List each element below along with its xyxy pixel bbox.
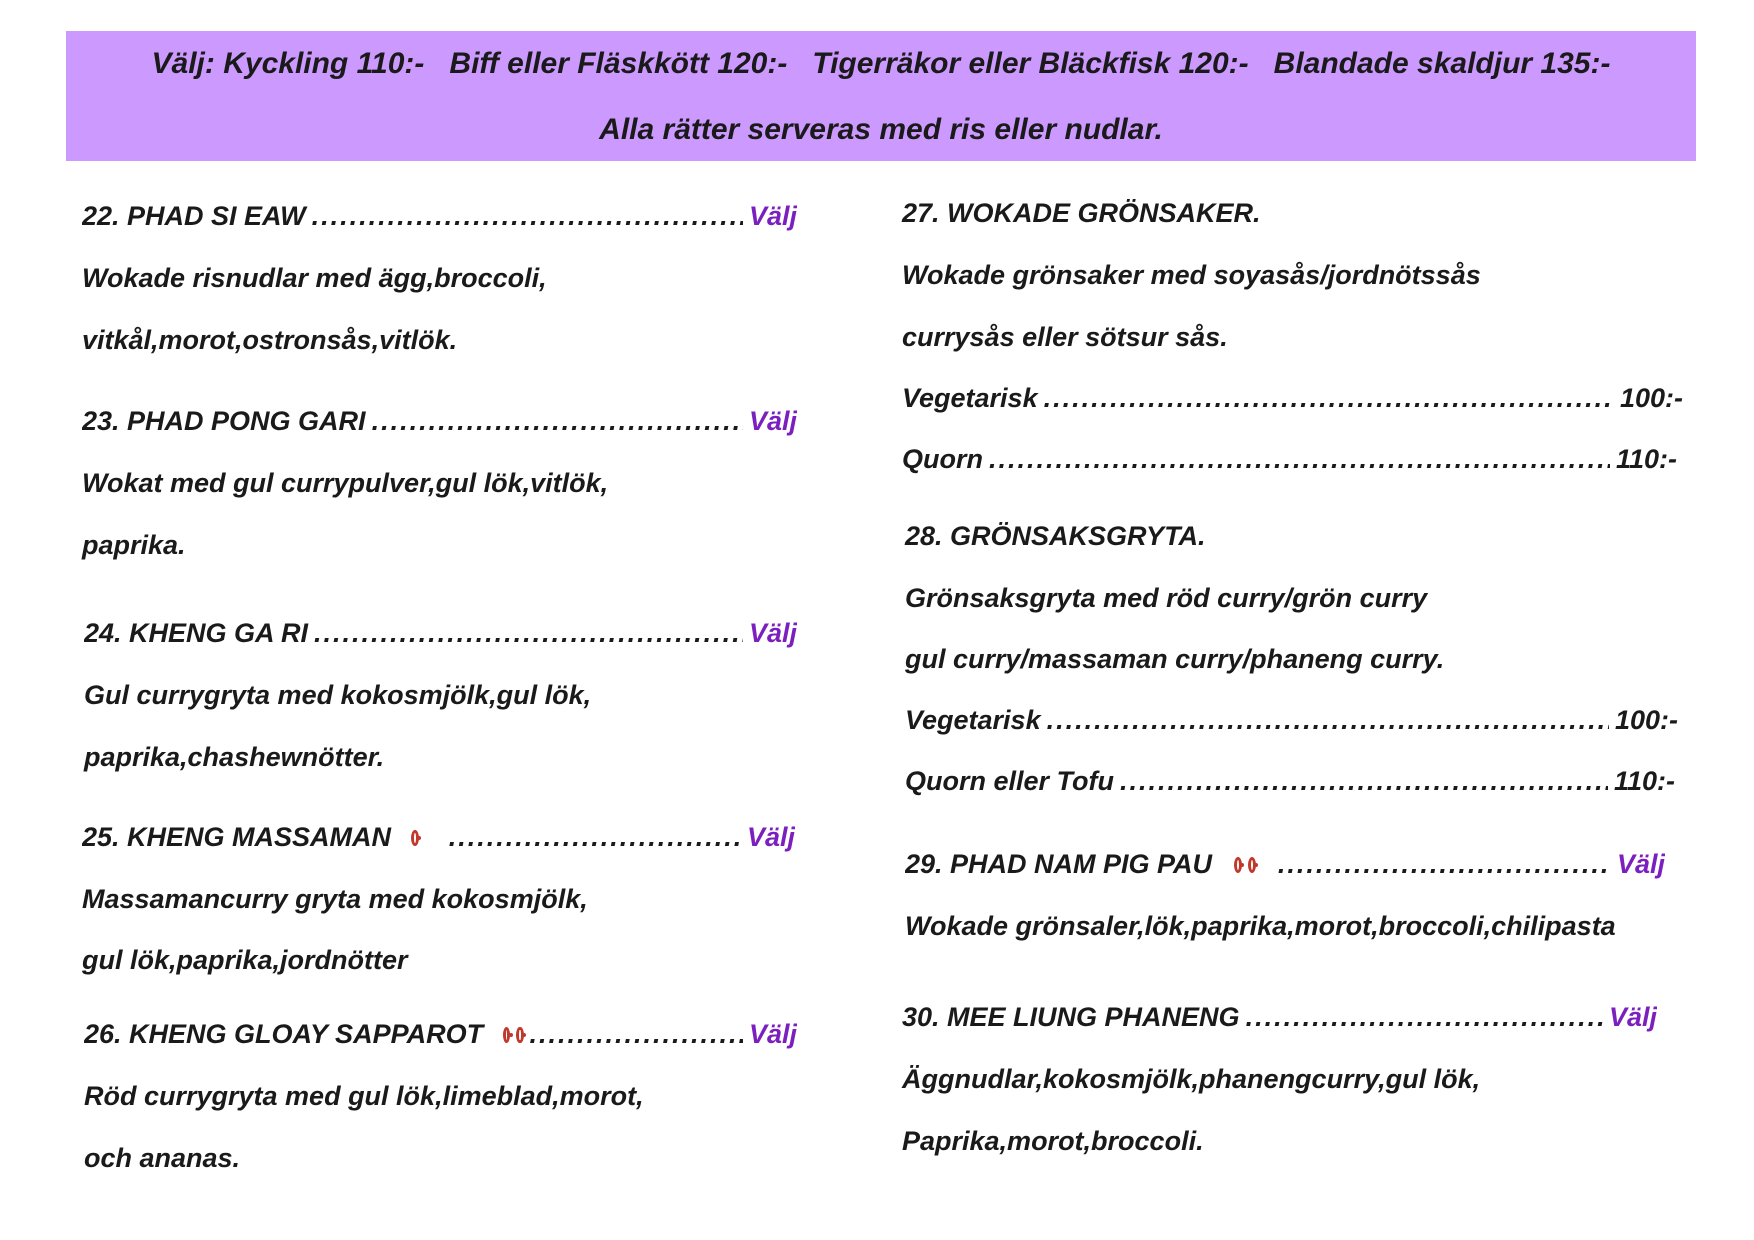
choose-link[interactable]: Välj: [748, 406, 797, 436]
dish-29-desc-1: Wokade grönsaler,lök,paprika,morot,broccoli,chilipasta: [905, 911, 1616, 941]
dish-30-desc-2: Paprika,morot,broccoli.: [902, 1126, 1204, 1156]
dish-28-option-1: Vegetarisk ..... 100:-: [905, 703, 1678, 737]
dish-27-desc-1: Wokade grönsaker med soyasås/jordnötssås: [902, 260, 1481, 290]
choose-link[interactable]: Välj: [748, 1019, 797, 1049]
serving-note: Alla rätter serveras med ris eller nudlar.: [599, 113, 1163, 146]
price-banner: [66, 31, 1696, 161]
dish-26-title: 26. KHENG GLOAY SAPPAROT ..... Välj: [84, 1017, 797, 1051]
dish-27-option-1: Vegetarisk ..... 100:-: [902, 381, 1683, 415]
dish-25-title: 25. KHENG MASSAMAN ..... Välj: [82, 820, 795, 854]
dish-27-option-2: Quorn ..... 110:-: [902, 442, 1677, 476]
dish-24-desc-1: Gul currygryta med kokosmjölk,gul lök,: [84, 680, 592, 710]
dish-24-title: 24. KHENG GA RI ..... Välj: [84, 616, 797, 650]
dish-22-desc-2: vitkål,morot,ostronsås,vitlök.: [82, 325, 458, 355]
choose-link[interactable]: Välj: [748, 201, 797, 231]
dish-22-desc-1: Wokade risnudlar med ägg,broccoli,: [82, 263, 547, 293]
dish-25-desc-1: Massamancurry gryta med kokosmjölk,: [82, 884, 588, 914]
dish-28-option-2: Quorn eller Tofu ..... 110:-: [905, 764, 1675, 798]
dish-27-desc-2: currysås eller sötsur sås.: [902, 322, 1228, 352]
choose-link[interactable]: Välj: [746, 822, 795, 852]
dish-23-desc-1: Wokat med gul currypulver,gul lök,vitlök,: [82, 468, 609, 498]
dish-26-desc-1: Röd currygryta med gul lök,limeblad,morot,: [84, 1081, 644, 1111]
dish-25-desc-2: gul lök,paprika,jordnötter: [82, 945, 408, 975]
dish-23-title: 23. PHAD PONG GARI ..... Välj: [82, 404, 797, 438]
price-list: Välj: Kyckling 110:- Biff eller Fläskkött 120:- Tigerräkor eller Bläckfisk 120:- Blandade skaldjur 135:-: [151, 47, 1611, 80]
dish-28-desc-1: Grönsaksgryta med röd curry/grön curry: [905, 583, 1428, 613]
dish-27-title: 27. WOKADE GRÖNSAKER.: [902, 198, 1261, 228]
chili-icon: [1234, 857, 1242, 873]
dish-28-title: 28. GRÖNSAKSGRYTA.: [905, 521, 1206, 551]
chili-icon: [516, 1027, 523, 1043]
dish-28-desc-2: gul curry/massaman curry/phaneng curry.: [905, 644, 1445, 674]
dish-23-desc-2: paprika.: [82, 530, 186, 560]
choose-link[interactable]: Välj: [1616, 849, 1665, 879]
dish-30-desc-1: Äggnudlar,kokosmjölk,phanengcurry,gul lök,: [902, 1064, 1481, 1094]
chili-icon: [411, 830, 419, 846]
dish-24-desc-2: paprika,chashewnötter.: [84, 742, 385, 772]
dish-26-desc-2: och ananas.: [84, 1143, 241, 1173]
dish-22-title: 22. PHAD SI EAW ..... Välj: [82, 199, 797, 233]
choose-link[interactable]: Välj: [1608, 1002, 1657, 1032]
chili-icon: [503, 1027, 510, 1043]
choose-link[interactable]: Välj: [748, 618, 797, 648]
dish-29-title: 29. PHAD NAM PIG PAU ..... Välj: [905, 847, 1665, 881]
dish-30-title: 30. MEE LIUNG PHANENG ..... Välj: [902, 1000, 1657, 1034]
chili-icon: [1248, 857, 1256, 873]
